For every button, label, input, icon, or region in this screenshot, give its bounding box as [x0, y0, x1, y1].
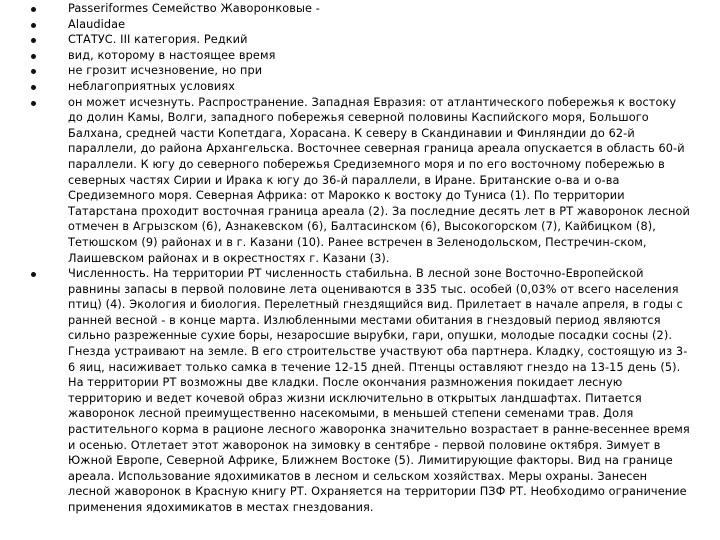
bullet-icon — [31, 69, 36, 74]
list-item — [0, 48, 720, 64]
list-item-text: Passeriformes Семейство Жаворонковые - — [68, 2, 320, 15]
list-item — [0, 63, 720, 79]
bullet-icon — [31, 54, 36, 59]
bullet-icon — [31, 85, 36, 90]
bullet-icon — [31, 272, 36, 277]
bullet-icon — [31, 23, 36, 28]
list-item — [0, 266, 720, 516]
list-item — [0, 17, 720, 33]
list-item-text: неблагоприятных условиях — [68, 79, 236, 93]
bullet-icon — [31, 101, 36, 106]
list-item — [0, 79, 720, 95]
list-item — [0, 95, 720, 267]
list-item-text: не грозит исчезновение, но при — [68, 64, 263, 78]
list-item-text: Alaudidae — [68, 17, 126, 31]
list-item — [0, 32, 720, 48]
list-item-text: Численность. На территории РТ численность стабильна. В лесной зоне Восточно-Европейской равнины запасы в первой половине лета оцениваются в 335 тыс. особей (0,03% от всего населения птиц) (4). Экология и биология. Перелетный гнездящийся вид. Прилетает в начале апреля, в годы с ранней весной - в конце марта. Излюбленными местами обитания в гнездовый период являются сильно разреженные сухие боры, незаросшие вырубки, гари, опушки, молодые посадки сосны (2). Гнезда устраивают на земле. В его строительстве участвуют оба партнера. Кладку, состоящую из 3-6 яиц, насиживает только самка в течение 12-15 дней. Птенцы оставляют гнездо на 13-15 день (5). На территории РТ возможны две кладки. После окончания размножения покидает лесную территорию и ведет кочевой образ жизни исключительно в открытых ландшафтах. Питается жаворонок лесной преимущественно насекомыми, в меньшей степени семенами трав. Доля растительного корма в рационе лесного жаворонка значительно возрастает в ранне-весеннее время и осенью. Отлетает этот жаворонок на зимовку в сентябре - первой половине октября. Зимует в Южной Европе, Северной Африке, Ближнем Востоке (5). Лимитирующие факторы. Вид на границе ареала. Использование ядохимикатов в лесном и сельском хозяйствах. Меры охраны. Занесен лесной жаворонок в Красную книгу РТ. Охраняется на территории ПЗФ РТ. Необходимо ограничение применения ядохимикатов в местах гнездования. — [68, 267, 690, 514]
list-item-text: СТАТУС. III категория. Редкий — [68, 33, 248, 47]
bullet-icon — [31, 7, 36, 12]
list-item — [0, 1, 720, 17]
list-item-text: он может исчезнуть. Распространение. Западная Евразия: от атлантического побережья к востоку до долин Камы, Волги, западного побережья северной половины Каспийского моря, Большого Балхана, средней части Копетдага, Хорасана. К северу в Скандинавии и Финляндии до 62-й параллели, до района Архангельска. Восточнее северная граница ареала опускается в область 60-й параллели. К югу до северного побережья Средиземного моря и по его восточному побережью в северных частях Сирии и Ирака к югу до 36-й параллели, в Иране. Британские о-ва и о-ва Средиземного моря. Северная Африка: от Марокко к востоку до Туниса (1). По территории Татарстана проходит восточная граница ареала (2). За последние десять лет в РТ жаворонок лесной отмечен в Агрызском (6), Азнакевском (6), Балтасинском (6), Высокогорском (7), Кайбицком (8), Тетюшском (9) районах и в г. Казани (10). Ранее встречен в Зеленодольском, Пестречин-ском, Лаишевском районах и в окрестностях г. Казани (3). — [68, 95, 690, 265]
list-item-text: вид, которому в настоящее время — [68, 48, 276, 62]
bullet-icon — [31, 38, 36, 43]
